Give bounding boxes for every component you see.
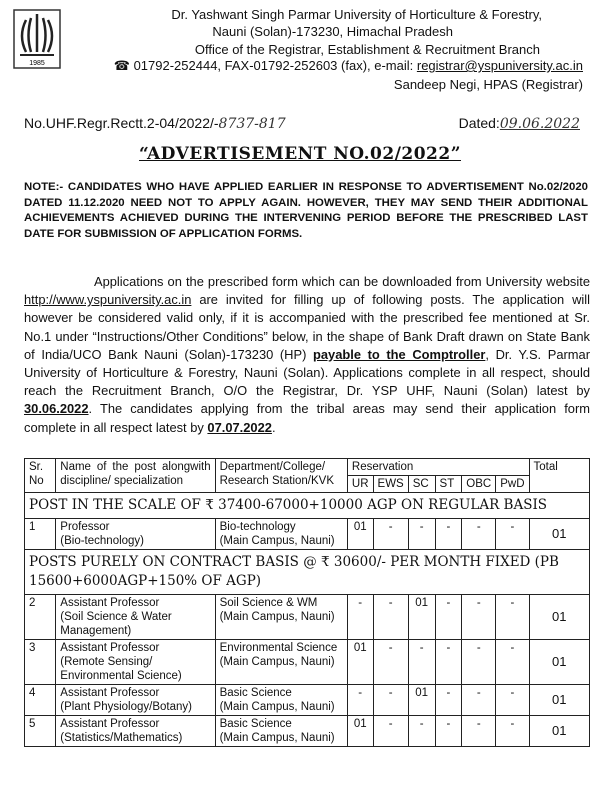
res-st: - <box>435 685 462 716</box>
para-part5: . <box>271 419 276 435</box>
instructions-paragraph <box>24 273 590 437</box>
res-obc: - <box>462 640 496 685</box>
res-pwd: - <box>496 519 529 550</box>
section-heading-regular: POST IN THE SCALE OF ₹ 37400-67000+10000 AGP ON REGULAR BASIS <box>25 493 590 519</box>
row-sr: 2 <box>25 595 56 640</box>
tribal-last-date: 07.07.2022 <box>207 419 272 435</box>
title-text: “ADVERTISEMENT NO.02/2022” <box>139 144 461 164</box>
res-sc: - <box>408 519 435 550</box>
header-ur: UR <box>347 476 373 493</box>
res-sc: - <box>408 716 435 747</box>
row-total: 01 <box>529 716 589 747</box>
res-pwd: - <box>496 716 529 747</box>
university-name: Dr. Yashwant Singh Parmar University of Horticulture & Forestry, <box>171 7 542 22</box>
res-ur: - <box>347 685 373 716</box>
header-st: ST <box>435 476 462 493</box>
res-st: - <box>435 519 462 550</box>
header-reservation: Reservation <box>347 459 529 476</box>
header-pwd: PwD <box>496 476 529 493</box>
res-ews: - <box>373 595 408 640</box>
res-st: - <box>435 640 462 685</box>
res-ews: - <box>373 685 408 716</box>
reference-number <box>24 115 286 132</box>
website-link[interactable]: http://www.yspuniversity.ac.in <box>24 292 192 308</box>
office-name: Office of the Registrar, Establishment & Recruitment Branch <box>194 42 540 57</box>
post-name: Assistant Professor <box>60 642 160 654</box>
post-name: Professor <box>60 521 110 533</box>
signatory: Sandeep Negi, HPAS (Registrar) <box>393 77 583 92</box>
para-part1: Applications on the prescribed form which can be downloaded from University website <box>94 274 590 289</box>
dept-location: (Main Campus, Nauni) <box>219 732 335 744</box>
res-obc: - <box>462 595 496 640</box>
date-label: Dated: <box>458 115 500 131</box>
row-post <box>56 640 215 685</box>
res-sc: 01 <box>408 685 435 716</box>
logo-year: 1985 <box>29 60 45 67</box>
row-post <box>56 519 215 550</box>
post-name: Assistant Professor <box>60 718 160 730</box>
table-row <box>25 595 590 640</box>
res-st: - <box>435 716 462 747</box>
section-heading-contract: POSTS PURELY ON CONTRACT BASIS @ ₹ 30600/- PER MONTH FIXED (PB 15600+6000AGP+150% OF AGP) <box>25 550 590 595</box>
dept-name: Soil Science & WM <box>219 597 318 609</box>
post-name: Assistant Professor <box>60 597 160 609</box>
row-sr: 3 <box>25 640 56 685</box>
row-total: 01 <box>529 640 589 685</box>
row-dept <box>215 640 347 685</box>
advertisement-title <box>0 144 600 164</box>
dept-location: (Main Campus, Nauni) <box>219 701 335 713</box>
dept-location: (Main Campus, Nauni) <box>219 535 335 547</box>
res-sc: 01 <box>408 595 435 640</box>
contact-numbers: ☎ 01792-252444, FAX-01792-252603 (fax), e-mail: <box>113 58 417 73</box>
row-post <box>56 595 215 640</box>
header-post: Name of the post alongwith discipline/ specialization <box>56 459 215 493</box>
dept-location: (Main Campus, Nauni) <box>219 611 335 623</box>
table-row <box>25 519 590 550</box>
res-st: - <box>435 595 462 640</box>
row-dept <box>215 685 347 716</box>
header-sr: Sr. No <box>25 459 56 493</box>
posts-table <box>24 458 590 747</box>
row-total: 01 <box>529 519 589 550</box>
row-post <box>56 716 215 747</box>
para-part2: are invited for filling up of following posts. The application will however be considered valid only, if it is accompanied with the prescribed fee mentioned at Sr. No.1 under “Instructions/Other Conditions” below, in the shape of Bank Draft drawn on State Bank of India/UCO Bank Nauni (Solan)-173230 (HP) <box>24 292 590 362</box>
res-ews: - <box>373 519 408 550</box>
contact-line <box>114 57 583 74</box>
table-header-row <box>25 459 590 476</box>
res-ews: - <box>373 640 408 685</box>
row-post <box>56 685 215 716</box>
res-ur: 01 <box>347 716 373 747</box>
section-row-regular <box>25 493 590 519</box>
header-sc: SC <box>408 476 435 493</box>
reference-label: No.UHF.Regr.Rectt.2-04/2022/- <box>24 115 219 131</box>
email-link[interactable]: registrar@yspuniversity.ac.in <box>416 58 583 73</box>
header-obc: OBC <box>462 476 496 493</box>
post-discipline: (Plant Physiology/Botany) <box>60 701 192 713</box>
header-total: Total <box>529 459 589 493</box>
dept-name: Basic Science <box>219 687 292 699</box>
section-row-contract <box>25 550 590 595</box>
res-ews: - <box>373 716 408 747</box>
row-sr: 1 <box>25 519 56 550</box>
post-name: Assistant Professor <box>60 687 160 699</box>
table-row <box>25 640 590 685</box>
reference-handwritten: 8737-817 <box>218 116 286 132</box>
post-discipline: (Bio-technology) <box>60 535 145 547</box>
para-part4: . The candidates applying from the tribal areas may send their application form complete in all respect latest by <box>24 401 590 435</box>
res-pwd: - <box>496 595 529 640</box>
table-row <box>25 716 590 747</box>
res-pwd: - <box>496 640 529 685</box>
res-obc: - <box>462 685 496 716</box>
res-obc: - <box>462 716 496 747</box>
res-ur: 01 <box>347 519 373 550</box>
res-obc: - <box>462 519 496 550</box>
dept-name: Bio-technology <box>219 521 296 533</box>
dated <box>459 115 580 132</box>
dept-name: Environmental Science <box>219 642 338 654</box>
last-date: 30.06.2022 <box>24 401 89 417</box>
row-total: 01 <box>529 595 589 640</box>
dept-name: Basic Science <box>219 718 292 730</box>
row-dept <box>215 519 347 550</box>
post-discipline: (Remote Sensing/ Environmental Science) <box>60 656 182 682</box>
note-text: NOTE:- CANDIDATES WHO HAVE APPLIED EARLIER IN RESPONSE TO ADVERTISEMENT No.02/2020 DATED 11.12.2020 NEED NOT TO APPLY AGAIN. HOWEVER, THEY MAY SEND THEIR ADDITIONAL ACHIEVEMENTS ACHIEVED DURING THE INTERVENING PERIOD BEFORE THE PRESCRIBED LAST DATE FOR SUBMISSION OF APPLICATION FORMS. <box>24 181 588 240</box>
post-discipline: (Soil Science & Water Management) <box>60 611 172 637</box>
row-total: 01 <box>529 685 589 716</box>
university-logo <box>12 8 62 70</box>
row-dept <box>215 716 347 747</box>
header-ews: EWS <box>373 476 408 493</box>
row-sr: 5 <box>25 716 56 747</box>
res-ur: 01 <box>347 640 373 685</box>
post-discipline: (Statistics/Mathematics) <box>60 732 183 744</box>
row-dept <box>215 595 347 640</box>
table-row <box>25 685 590 716</box>
university-address: Nauni (Solan)-173230, Himachal Pradesh <box>212 24 453 39</box>
res-ur: - <box>347 595 373 640</box>
res-sc: - <box>408 640 435 685</box>
payable-to: payable to the Comptroller <box>313 346 486 362</box>
date-handwritten: 09.06.2022 <box>499 116 580 132</box>
res-pwd: - <box>496 685 529 716</box>
para-part3: , Dr. Y.S. Parmar University of Horticulture & Forestry, Nauni (Solan). Applications complete in all respect, should reach the Recruitment Branch, O/O the Registrar, Dr. YSP UHF, Nauni (Solan) latest by <box>24 346 590 399</box>
header-dept: Department/College/ Research Station/KVK <box>215 459 347 493</box>
row-sr: 4 <box>25 685 56 716</box>
dept-location: (Main Campus, Nauni) <box>219 656 335 668</box>
